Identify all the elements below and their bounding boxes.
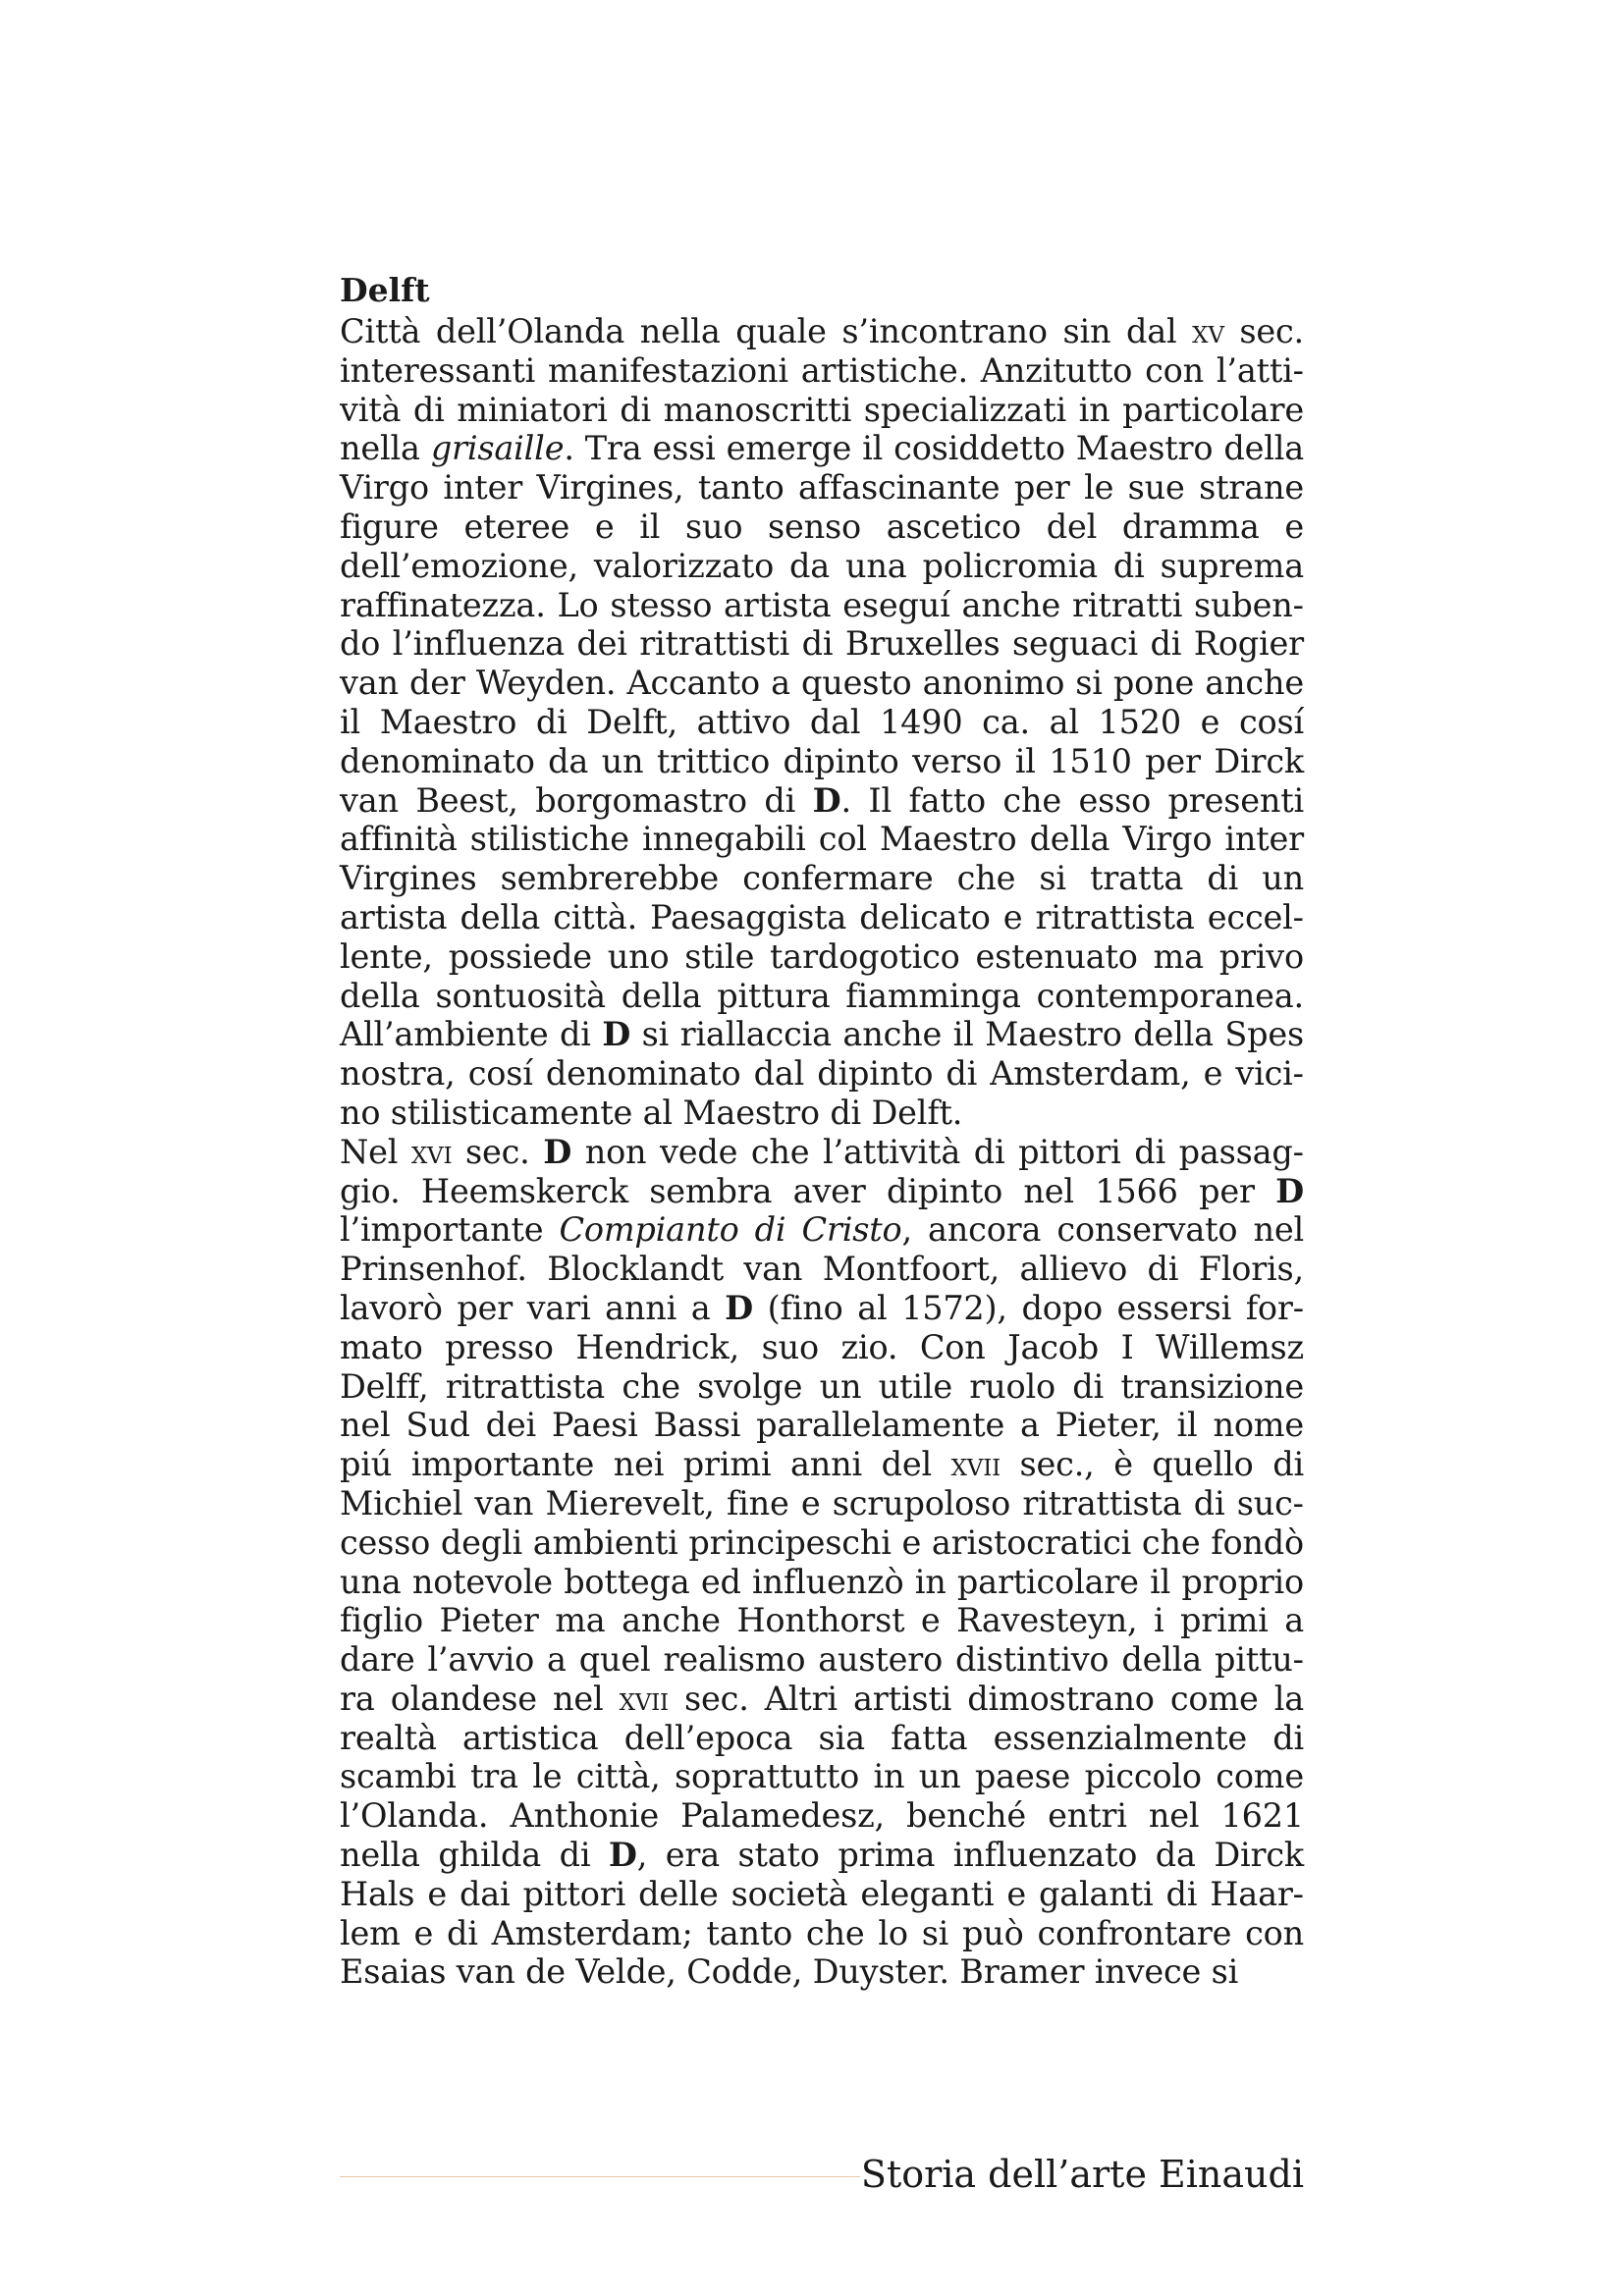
text-run: si riallaccia anche il Maestro della Spes nostra, cosí denominato dal dipinto di Amsterdam, e vicino stilisticamente al Maestro di Delft. <box>340 1015 1304 1132</box>
century-numeral: xvi <box>410 1132 453 1171</box>
abbreviation-delft: D <box>602 1015 631 1054</box>
abbreviation-delft: D <box>812 780 841 820</box>
text-run: Città dell’Olanda nella quale s’incontrano sin dal <box>340 312 1193 350</box>
paragraph-2 <box>340 1133 1304 1993</box>
text-run: sec., è quello di Michiel van Mierevelt, fine e scrupoloso ritrattista di successo degli ambienti principeschi e aristocratici che fondò una notevole bottega ed influenzò in particolare il proprio figlio Pieter ma anche Honthorst e Ravesteyn, i primi a dare l’avvio a quel realismo austero distintivo della pittura olandese nel <box>340 1445 1304 1718</box>
italic-term: grisaille <box>430 429 565 468</box>
text-run: sec. Altri artisti dimostrano come la realtà artistica dell’epoca sia fatta essenzialmente di scambi tra le città, soprattutto in un paese piccolo come l’Olanda. Anthonie Palamedesz, benché entri nel 1621 nella ghilda di <box>340 1679 1304 1875</box>
century-numeral: xvii <box>950 1445 1001 1484</box>
text-run: sec. interessanti manifestazioni artistiche. Anzitutto con l’attività di miniatori di manoscritti specializzati in particolare nella <box>340 312 1304 468</box>
abbreviation-delft: D <box>725 1288 754 1327</box>
text-run: l’importante <box>340 1210 560 1250</box>
page-footer <box>340 2150 1304 2199</box>
paragraph-1 <box>340 312 1304 1133</box>
text-run: , era stato prima influenzato da Dirck Hals e dai pittori delle società eleganti e galanti di Haarlem e di Amsterdam; tanto che lo si può confrontare con Esaias van de Velde, Codde, Duyster. Bramer invece si <box>340 1836 1304 1992</box>
text-run: . Tra essi emerge il cosiddetto Maestro della Virgo inter Virgines, tanto affascinante per le sue strane figure eteree e il suo senso ascetico del dramma e dell’emozione, valorizzato da una policromia di suprema raffinatezza. Lo stesso artista eseguí anche ritratti subendo l’influenza dei ritrattisti di Bruxelles seguaci di Rogier van der Weyden. Accanto a questo anonimo si pone anche il Maestro di Delft, attivo dal 1490 ca. al 1520 e cosí denominato da un trittico dipinto verso il 1510 per Dirck van Beest, borgomastro di <box>340 429 1305 820</box>
text-run: non vede che l’attività di pittori di passaggio. Heemskerck sembra aver dipinto nel 1566 per <box>340 1132 1304 1210</box>
italic-term: Compianto di Cristo <box>559 1210 902 1250</box>
text-run: sec. <box>452 1132 544 1171</box>
century-numeral: xvii <box>619 1679 669 1718</box>
text-run: (fino al 1572), dopo essersi formato presso Hendrick, suo zio. Con Jacob I Willemsz Delff, ritrattista che svolge un utile ruolo di transizione nel Sud dei Paesi Bassi parallelamente a Pieter, il nome piú importante nei primi anni del <box>340 1288 1305 1484</box>
entry-body <box>340 271 1304 1992</box>
abbreviation-delft: D <box>543 1132 572 1171</box>
text-run: , ancora conservato nel Prinsenhof. Blocklandt van Montfoort, allievo di Floris, lavorò per vari anni a <box>340 1210 1304 1327</box>
text-run: Nel <box>340 1132 411 1171</box>
footer-publication-title: Storia dell’arte Einaudi <box>860 2153 1304 2196</box>
century-numeral: xv <box>1192 312 1224 350</box>
abbreviation-delft: D <box>1275 1171 1304 1210</box>
text-run: . Il fatto che esso presenti affinità stilistiche innegabili col Maestro della Virgo inter Virgines sembrerebbe confermare che si tratta di un artista della città. Paesaggista delicato e ritrattista eccellente, possiede uno stile tardogotico estenuato ma privo della sontuosità della pittura fiamminga contemporanea. All’ambiente di <box>340 780 1304 1054</box>
entry-title: Delft <box>340 271 430 309</box>
footer-rule <box>340 2176 860 2177</box>
abbreviation-delft: D <box>608 1836 637 1875</box>
